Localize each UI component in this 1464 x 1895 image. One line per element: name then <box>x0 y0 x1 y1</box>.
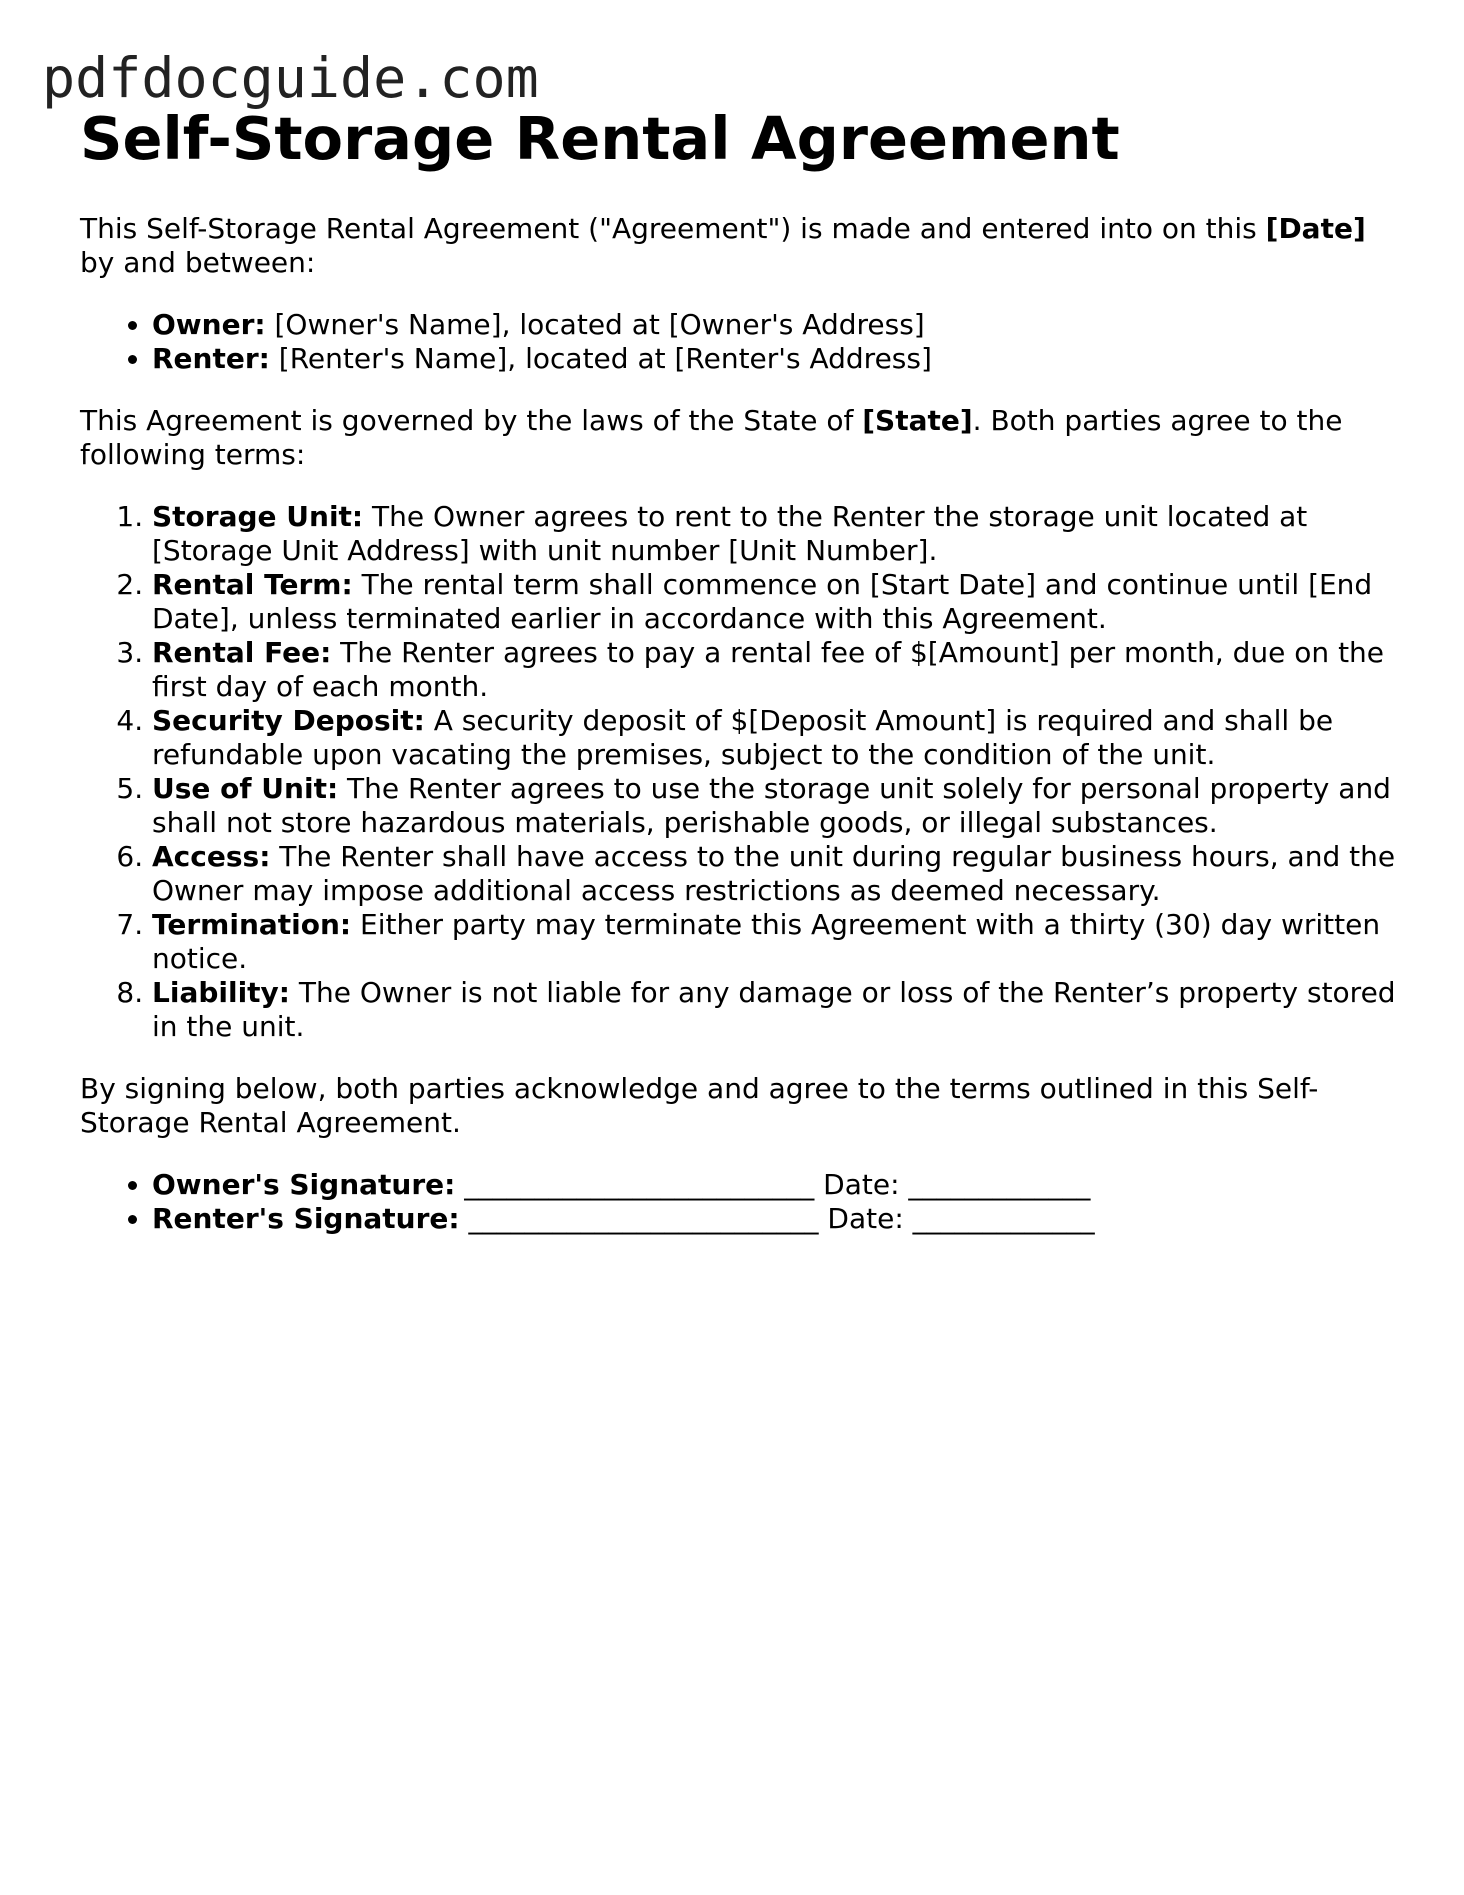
document-page <box>80 104 1400 1236</box>
term-text: The Renter shall have access to the unit during regular business hours, and the Owner may impose additional access restrictions as deemed necessary. <box>152 840 1396 907</box>
term-label: Security Deposit: <box>152 704 425 737</box>
term-item-access <box>152 840 1400 908</box>
parties-list <box>80 308 1400 376</box>
signature-label: Renter's Signature: <box>152 1202 460 1235</box>
signature-line-renter <box>152 1202 1400 1236</box>
signatures-list <box>80 1168 1400 1236</box>
governing-text-after: . Both parties agree to the following terms: <box>80 404 1343 471</box>
date-placeholder: [Date] <box>1265 212 1366 245</box>
term-label: Termination: <box>152 908 352 941</box>
signature-line-owner <box>152 1168 1400 1202</box>
term-label: Access: <box>152 840 271 873</box>
term-label: Rental Fee: <box>152 636 332 669</box>
party-item-renter <box>152 342 1400 376</box>
party-label: Owner: <box>152 308 266 341</box>
term-item-security-deposit <box>152 704 1400 772</box>
party-text: [Owner's Name], located at [Owner's Address] <box>265 308 925 341</box>
term-text: The rental term shall commence on [Start Date] and continue until [End Date], unless terminated earlier in accordance with this Agreement. <box>152 568 1373 635</box>
term-text: Either party may terminate this Agreement with a thirty (30) day written notice. <box>152 908 1381 975</box>
state-placeholder: [State] <box>862 404 973 437</box>
intro-text-after: by and between: <box>80 246 316 279</box>
term-item-storage-unit <box>152 500 1400 568</box>
party-text: [Renter's Name], located at [Renter's Address] <box>269 342 932 375</box>
closing-paragraph: By signing below, both parties acknowledge and agree to the terms outlined in this Self-Storage Rental Agreement. <box>80 1072 1319 1139</box>
term-text: A security deposit of $[Deposit Amount] is required and shall be refundable upon vacating the premises, subject to the condition of the unit. <box>152 704 1334 771</box>
document-title: Self-Storage Rental Agreement <box>80 104 1120 173</box>
term-item-liability <box>152 976 1400 1044</box>
term-item-rental-fee <box>152 636 1400 704</box>
intro-paragraph <box>80 212 1400 280</box>
term-label: Liability: <box>152 976 291 1009</box>
governing-law-paragraph <box>80 404 1400 472</box>
party-label: Renter: <box>152 342 270 375</box>
intro-text-before: This Self-Storage Rental Agreement ("Agreement") is made and entered into on this <box>80 212 1266 245</box>
governing-text-before: This Agreement is governed by the laws of the State of <box>80 404 863 437</box>
signature-blank: _________________________ Date: _____________ <box>455 1168 1091 1201</box>
signature-blank: _________________________ Date: _____________ <box>459 1202 1095 1235</box>
terms-list <box>80 500 1400 1044</box>
term-text: The Renter agrees to use the storage unit solely for personal property and shall not store hazardous materials, perishable goods, or illegal substances. <box>152 772 1391 839</box>
party-item-owner <box>152 308 1400 342</box>
term-label: Storage Unit: <box>152 500 364 533</box>
term-item-termination <box>152 908 1400 976</box>
signature-label: Owner's Signature: <box>152 1168 456 1201</box>
term-text: The Owner agrees to rent to the Renter the storage unit located at [Storage Unit Address] with unit number [Unit Number]. <box>152 500 1308 567</box>
term-item-use-of-unit <box>152 772 1400 840</box>
watermark: pdfdocguide.com <box>42 46 539 110</box>
term-text: The Owner is not liable for any damage or loss of the Renter’s property stored in the unit. <box>152 976 1396 1043</box>
term-label: Rental Term: <box>152 568 353 601</box>
term-item-rental-term <box>152 568 1400 636</box>
term-label: Use of Unit: <box>152 772 339 805</box>
term-text: The Renter agrees to pay a rental fee of $[Amount] per month, due on the first day of each month. <box>152 636 1385 703</box>
